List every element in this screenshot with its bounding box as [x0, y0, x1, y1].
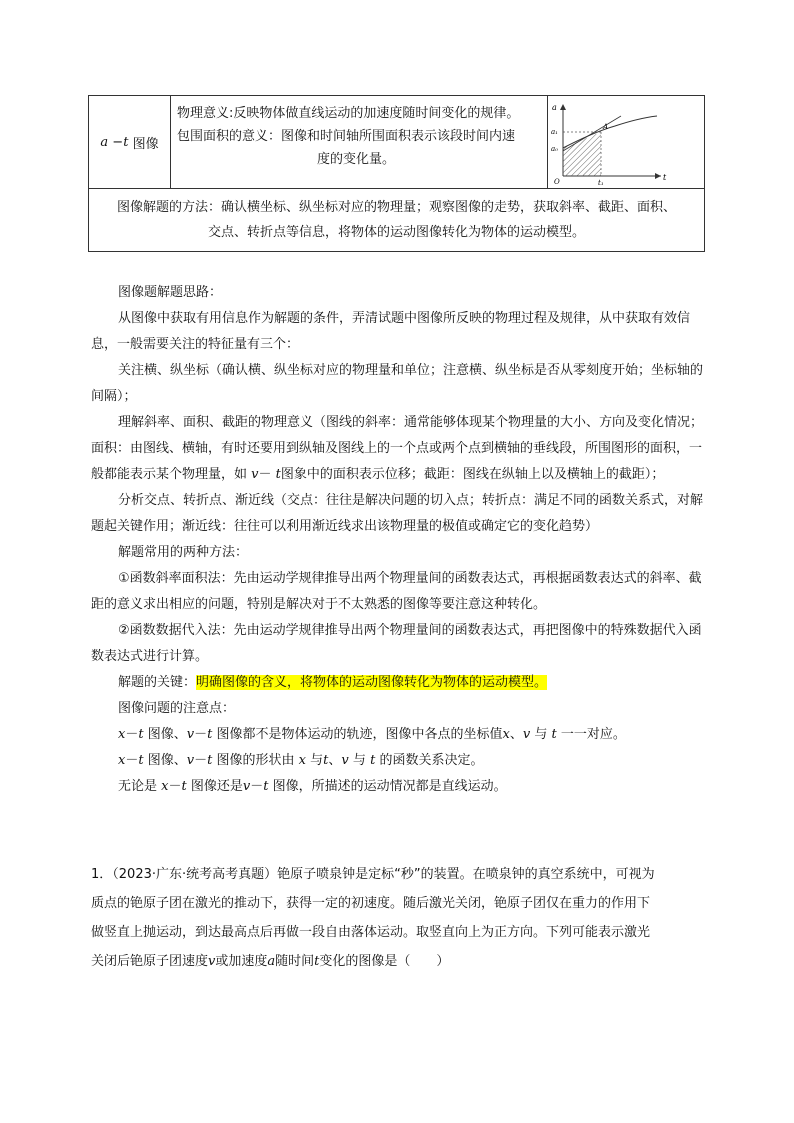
a1-label: a₁ [551, 128, 558, 136]
row-label-text: 图像 [128, 136, 159, 152]
point-a-label: A [603, 123, 609, 131]
summary-table [88, 95, 705, 252]
paragraph: ①函数斜率面积法：先由运动学规律推导出两个物理量间的函数表达式，再根据函数表达式的斜率、截距的意义求出相应的问题，特别是解决对于不太熟悉的图像等要注意这种转化。 [91, 571, 702, 612]
t1-label: t₁ [598, 179, 604, 187]
paragraph: ②函数数据代入法：先由运动学规律推导出两个物理量间的函数表达式，再把图像中的特殊数据代入函数表达式进行计算。 [91, 623, 702, 664]
area-meaning-cont: 度的变化量。 [317, 152, 396, 167]
x-axis-label: t [663, 173, 667, 182]
paragraph: 分析交点、转折点、渐近线（交点：往往是解决问题的切入点；转折点：满足不同的函数关系式，对解题起关键作用；渐近线：往往可以利用渐近线求出该物理量的极值或确定它的变化趋势） [91, 493, 704, 534]
highlighted-text: 明确图像的含义，将物体的运动图像转化为物体的运动模型。 [196, 675, 548, 690]
question-line: 关闭后铯原子团速度v或加速度a随时间t变化的图像是（ ） [91, 954, 450, 969]
body-text [91, 280, 703, 800]
row-label-a: a [100, 134, 109, 150]
paragraph: 关注横、纵坐标（确认横、纵坐标对应的物理量和单位；注意横、纵坐标是否从零刻度开始；坐标轴的间隔）； [91, 363, 704, 404]
table-row-method [89, 189, 704, 252]
key-point: 解题的关键：明确图像的含义，将物体的运动图像转化为物体的运动模型。 [118, 675, 548, 690]
question-line: 做竖直上抛运动，到达最高点后再做一段自由落体运动。取竖直向上为正方向。下列可能表示激光 [91, 925, 651, 940]
row-label: a − t 图像 [89, 96, 171, 188]
paragraph: 无论是 x－t 图像还是v－t 图像，所描述的运动情况都是直线运动。 [118, 779, 507, 794]
y-axis-label: a [552, 103, 557, 112]
question-line: 1．（2023·广东·统考高考真题）铯原子喷泉钟是定标“秒”的装置。在喷泉钟的真空系统中，可视为 [91, 867, 655, 882]
paragraph: 从图像中获取有用信息作为解题的条件，弄清试题中图像所反映的物理过程及规律，从中获取有效信息，一般需要关注的特征量有三个： [91, 311, 691, 352]
question-1 [91, 860, 706, 976]
origin-label: O [554, 178, 560, 186]
paragraph-heading: 图像题解题思路： [118, 285, 223, 300]
a-t-graph [549, 96, 705, 188]
a-t-graph-svg [549, 96, 705, 188]
method-line-2: 交点、转折点等信息，将物体的运动图像转化为物体的运动模型。 [207, 225, 585, 240]
paragraph: x－t 图像、v－t 图像的形状由 x 与t、v 与 t 的函数关系决定。 [118, 753, 484, 768]
paragraph: 图像问题的注意点： [118, 701, 236, 716]
paragraph: 理解斜率、面积、截距的物理意义（图线的斜率：通常能够体现某个物理量的大小、方向及变化情况；面积：由图线、横轴，有时还要用到纵轴及图线上的一个点或两个点到横轴的垂线段，所围图形的面积，一般都能表示某个物理量，如 v－ t图象中的面积表示位移；截距：图线在纵轴上以及横轴上的截距）； [91, 415, 704, 482]
a0-label: a₀ [551, 145, 558, 153]
physical-meaning: 物理意义:反映物体做直线运动的加速度随时间变化的规律。 [177, 106, 520, 121]
paragraph: x－t 图像、v－t 图像都不是物体运动的轨迹，图像中各点的坐标值x、v 与 t 一一对应。 [118, 727, 626, 742]
area-meaning: 包围面积的意义：图像和时间轴所围面积表示该段时间内速 [177, 129, 516, 144]
table-row-a-t [89, 96, 704, 189]
method-line-1: 图像解题的方法：确认横坐标、纵坐标对应的物理量；观察图像的走势，获取斜率、截距、面积、 [116, 200, 676, 215]
row-description [171, 96, 548, 188]
question-line: 质点的铯原子团在激光的推动下，获得一定的初速度。随后激光关闭，铯原子团仅在重力的作用下 [91, 896, 651, 911]
paragraph: 解题常用的两种方法： [118, 545, 249, 560]
